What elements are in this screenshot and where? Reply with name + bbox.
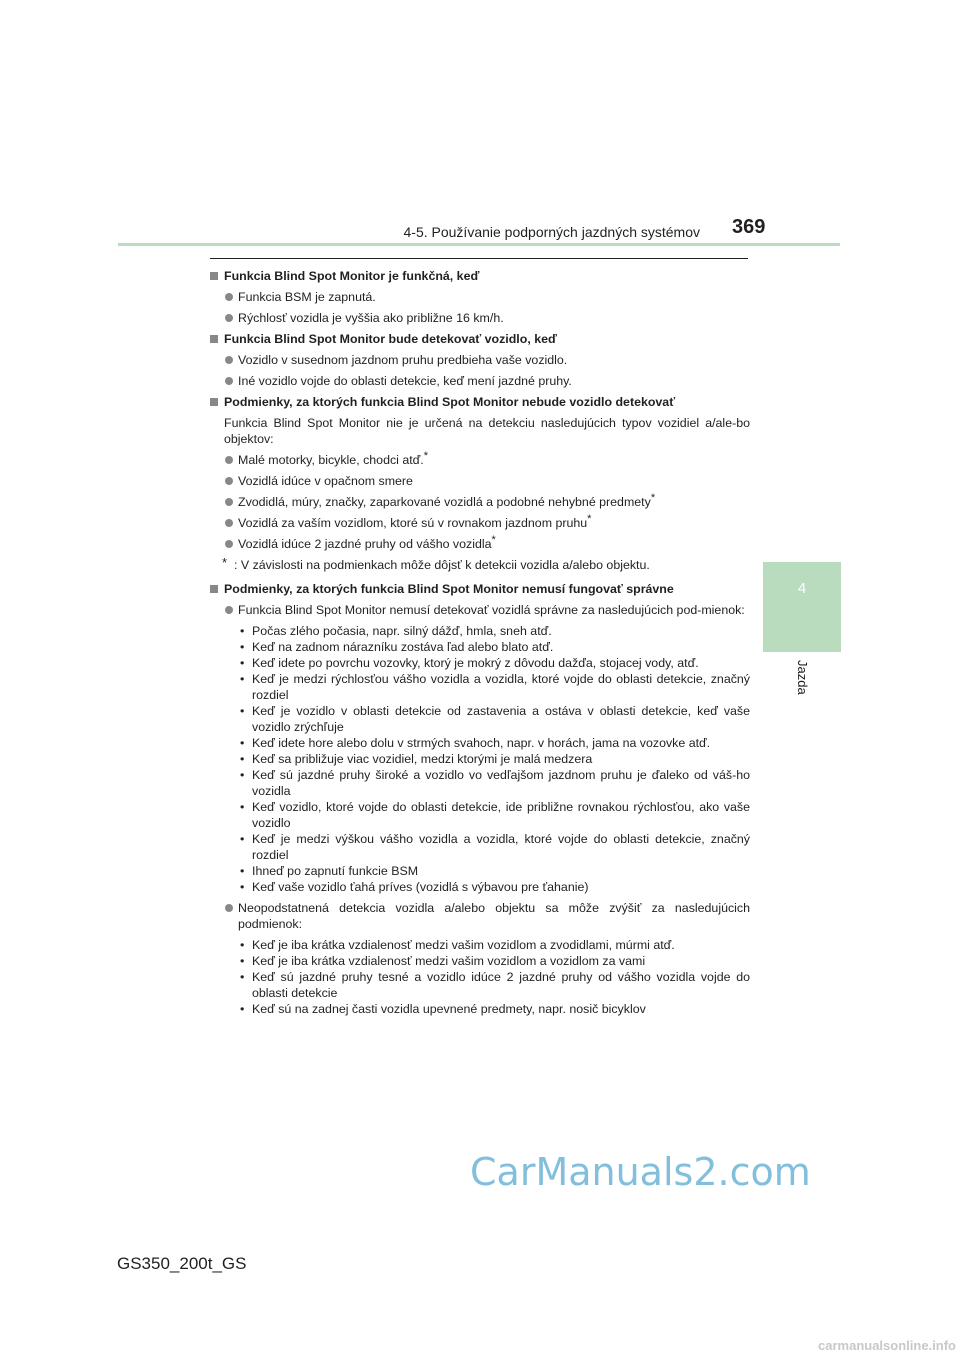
square-bullet-icon (210, 335, 218, 343)
list-item: Neopodstatnená detekcia vozidla a/alebo objektu sa môže zvýšiť za nasledujúcich podmienok: (210, 900, 750, 932)
sub-list-item: • Ihneď po zapnutí funkcie BSM (240, 864, 419, 878)
footnote: * : V závislosti na podmienkach môže dôjsť k detekcii vozidla a/alebo objektu. (222, 555, 650, 572)
sub-list-item: • Keď vaše vozidlo ťahá príves (vozidlá s výbavou pre ťahanie) (240, 880, 589, 894)
list-item: Vozidlo v susednom jazdnom pruhu predbieha vaše vozidlo. (210, 352, 750, 368)
sub-list-item: • Keď je vozidlo v oblasti detekcie od zastavenia a ostáva v oblasti detekcie, keď vaše vozidlo zrýchľuje (240, 704, 750, 734)
sub-list-item: • Keď sú jazdné pruhy široké a vozidlo vo vedľajšom jazdnom pruhu je ďaleko od váš-ho vozidla (240, 768, 750, 798)
circle-bullet-icon (225, 498, 233, 506)
sub-list-item: • Keď idete po povrchu vozovky, ktorý je mokrý z dôvodu dažďa, stojacej vody, atď. (240, 656, 699, 670)
sub-list-item: • Keď je medzi výškou vášho vozidla a vozidla, ktoré vojde do oblasti detekcie, značný rozdiel (240, 832, 750, 862)
watermark-logo: CarManuals2.com (470, 1150, 811, 1194)
list-item: Zvodidlá, múry, značky, zaparkované vozidlá a podobné nehybné predmety* (210, 494, 750, 510)
model-code: GS350_200t_GS (117, 1254, 247, 1273)
section-paragraph: Funkcia Blind Spot Monitor nie je určená na detekciu nasledujúcich typov vozidiel a/ale-bo objektov: (224, 416, 750, 446)
footnote-star: * (222, 555, 228, 570)
circle-bullet-icon (225, 904, 233, 912)
footnote-mark: * (491, 533, 496, 546)
section-heading: Funkcia Blind Spot Monitor je funkčná, keď (210, 268, 750, 284)
section-heading: Podmienky, za ktorých funkcia Blind Spot Monitor nemusí fungovať správne (210, 581, 750, 597)
sub-list-item: • Keď vozidlo, ktoré vojde do oblasti detekcie, ide približne rovnakou rýchlosťou, ako vaše vozidlo (240, 800, 750, 830)
footnote-mark: * (587, 512, 592, 525)
content-body (210, 264, 750, 1022)
sub-list-item: • Keď je medzi rýchlosťou vášho vozidla a vozidla, ktoré vojde do oblasti detekcie, značný rozdiel (240, 672, 750, 702)
list-item: Rýchlosť vozidla je vyššia ako približne 16 km/h. (210, 310, 750, 326)
chapter-tab (763, 562, 841, 652)
square-bullet-icon (210, 585, 218, 593)
square-bullet-icon (210, 272, 218, 280)
chapter-label: Jazda (795, 660, 810, 695)
page-number: 369 (732, 216, 766, 238)
circle-bullet-icon (225, 606, 233, 614)
section-heading: Funkcia Blind Spot Monitor bude detekovať vozidlo, keď (210, 331, 750, 347)
sub-list-item: • Keď idete hore alebo dolu v strmých svahoch, napr. v horách, jama na vozovke atď. (240, 736, 711, 750)
content-divider (210, 258, 748, 259)
sub-list-item: • Počas zlého počasia, napr. silný dážď, hmla, sneh atď. (240, 624, 552, 638)
footnote-mark: * (423, 449, 429, 462)
sub-list-item: • Keď je iba krátka vzdialenosť medzi vašim vozidlom a zvodidlami, múrmi atď. (240, 938, 675, 952)
site-watermark: carmanualsonline.info (818, 1338, 956, 1353)
list-item: Funkcia BSM je zapnutá. (210, 289, 750, 305)
circle-bullet-icon (225, 356, 233, 364)
section-heading: Podmienky, za ktorých funkcia Blind Spot Monitor nebude vozidlo detekovať (210, 394, 750, 410)
circle-bullet-icon (225, 456, 233, 464)
sub-list-item: • Keď je iba krátka vzdialenosť medzi vašim vozidlom a vozidlom za vami (240, 954, 646, 968)
circle-bullet-icon (225, 377, 233, 385)
sub-list-item: • Keď sa približuje viac vozidiel, medzi ktorými je malá medzera (240, 752, 593, 766)
sub-list (210, 937, 750, 1017)
circle-bullet-icon (225, 293, 233, 301)
sub-list-item: • Keď sú na zadnej časti vozidla upevnené predmety, napr. nosič bicyklov (240, 1002, 646, 1016)
list-item: Vozidlá idúce v opačnom smere (210, 473, 750, 489)
list-item: Malé motorky, bicykle, chodci atď.* (210, 452, 750, 468)
page-header-title: 4-5. Používanie podporných jazdných systémov (403, 224, 700, 240)
list-item: Iné vozidlo vojde do oblasti detekcie, keď mení jazdné pruhy. (210, 373, 750, 389)
sub-list-item: • Keď sú jazdné pruhy tesné a vozidlo idúce 2 jazdné pruhy od vášho vozidla vojde do oblasti detekcie (240, 970, 750, 1000)
header-divider (118, 243, 840, 246)
circle-bullet-icon (225, 477, 233, 485)
circle-bullet-icon (225, 519, 233, 527)
list-item: Vozidlá idúce 2 jazdné pruhy od vášho vozidla* (210, 536, 750, 552)
list-item: Funkcia Blind Spot Monitor nemusí detekovať vozidlá správne za nasledujúcich pod-mienok: (210, 602, 750, 618)
circle-bullet-icon (225, 540, 233, 548)
square-bullet-icon (210, 398, 218, 406)
footnote-mark: * (650, 491, 656, 504)
chapter-number: 4 (797, 580, 807, 597)
sub-list (210, 623, 750, 895)
sub-list-item: • Keď na zadnom nárazníku zostáva ľad alebo blato atď. (240, 640, 554, 654)
circle-bullet-icon (225, 314, 233, 322)
list-item: Vozidlá za vaším vozidlom, ktoré sú v rovnakom jazdnom pruhu* (210, 515, 750, 531)
